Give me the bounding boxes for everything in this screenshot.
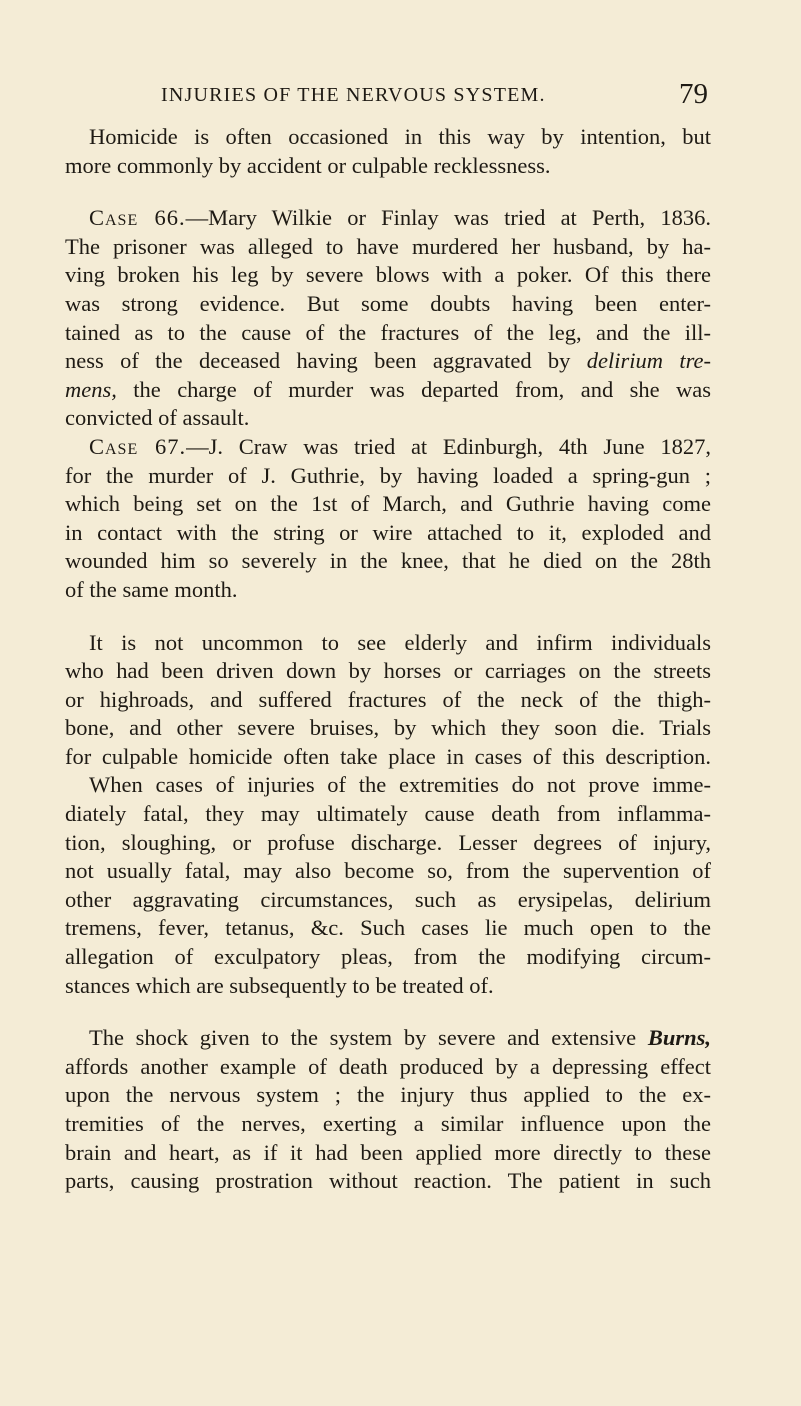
text-line: convicted of assault. [65, 405, 250, 431]
text-line: Case 66.—Mary Wilkie or Finlay was tried at Perth, 1836. [89, 205, 712, 231]
text-line: upon the nervous system ; the injury thus applied to the ex- [65, 1082, 711, 1108]
italic-term: delirium tre- [586, 348, 711, 374]
text-line: wounded him so severely in the knee, that he died on the 28th [65, 548, 711, 574]
text-line: which being set on the 1st of March, and Guthrie having come [65, 491, 711, 517]
text-line: was strong evidence. But some doubts having been enter- [65, 290, 711, 316]
text-line: tion, sloughing, or profuse discharge. Lesser degrees of injury, [65, 829, 711, 855]
text-line: Case 67.—J. Craw was tried at Edinburgh, 4th June 1827, [89, 433, 711, 459]
italic-term: Burns, [647, 1025, 711, 1051]
text-line: mens, the charge of murder was departed from, and she was [65, 376, 712, 402]
italic-term: mens, [65, 376, 117, 402]
text-line: or highroads, and suffered fractures of the neck of the thigh- [65, 686, 711, 712]
text-line: tremens, fever, tetanus, &c. Such cases lie much open to the [65, 915, 711, 941]
running-title: INJURIES OF THE NERVOUS SYSTEM. [161, 84, 546, 106]
text-line: It is not uncommon to see elderly and infirm individuals [89, 629, 711, 655]
case-paragraph [65, 204, 711, 433]
case-label: Case 67. [89, 433, 187, 459]
text-line: ving broken his leg by severe blows with a poker. Of this there [65, 262, 711, 288]
text-line: in contact with the string or wire attached to it, exploded and [65, 519, 711, 545]
text-line: The prisoner was alleged to have murdered her husband, by ha- [65, 233, 711, 259]
text-line: ness of the deceased having been aggravated by delirium tre- [65, 348, 711, 374]
text-line: for culpable homicide often take place in cases of this description. [65, 743, 711, 769]
text-line: bone, and other severe bruises, by which they soon die. Trials [65, 715, 711, 741]
text-line: allegation of exculpatory pleas, from the modifying circum- [65, 944, 711, 970]
text-line: tremities of the nerves, exerting a similar influence upon the [65, 1111, 711, 1136]
text-line: not usually fatal, may also become so, from the supervention of [65, 858, 711, 884]
text-line: other aggravating circumstances, such as erysipelas, delirium [65, 886, 711, 912]
running-header [65, 78, 710, 118]
text-line: The shock given to the system by severe and extensive Burns, [89, 1025, 711, 1051]
paragraph [65, 1024, 711, 1196]
text-line: parts, causing prostration without reaction. The patient in such [65, 1168, 711, 1194]
text-line: brain and heart, as if it had been applied more directly to these [65, 1139, 711, 1165]
paragraph [65, 629, 711, 1001]
text-line: stances which are subsequently to be treated of. [65, 972, 494, 998]
case-label: Case 66. [89, 205, 186, 231]
text-line: Homicide is often occasioned in this way by intention, but [89, 124, 711, 149]
text-line: affords another example of death produced by a depressing effect [65, 1053, 711, 1079]
text-line: diately fatal, they may ultimately cause death from inflamma- [65, 801, 711, 827]
text-line: When cases of injuries of the extremities do not prove imme- [89, 772, 711, 798]
page-number: 79 [679, 78, 708, 110]
text-line: who had been driven down by horses or carriages on the streets [65, 658, 711, 684]
text-line: for the murder of J. Guthrie, by having loaded a spring-gun ; [65, 462, 711, 488]
text-line: of the same month. [65, 576, 238, 602]
case-paragraph [65, 433, 711, 605]
text-line: more commonly by accident or culpable recklessness. [65, 152, 551, 178]
body-text [65, 123, 711, 1196]
text-line: tained as to the cause of the fractures of the leg, and the ill- [65, 319, 711, 345]
paragraph [65, 123, 711, 180]
